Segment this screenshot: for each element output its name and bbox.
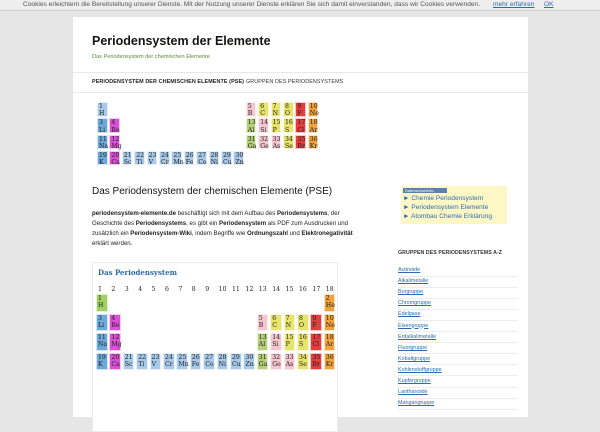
- group-number: 17: [312, 286, 321, 293]
- group-number: 6: [165, 286, 169, 293]
- group-number: 8: [191, 286, 196, 293]
- ad-box[interactable]: [398, 186, 507, 224]
- element-cell: 20 Ca: [109, 353, 121, 371]
- element-cell: 18 Ar: [324, 333, 336, 351]
- sidebar-group-link[interactable]: Kohlenstoffgruppe: [398, 366, 442, 373]
- sidebar-group-link[interactable]: Edelgase: [398, 311, 421, 318]
- sidebar-divider: [398, 375, 518, 376]
- sidebar-group-link[interactable]: Alkalimetalle: [398, 278, 429, 285]
- element-cell: 14 Si: [270, 333, 282, 351]
- element-cell: 34 Se: [297, 353, 309, 371]
- header-element-cell: 8 O: [283, 102, 294, 117]
- header-element-cell: 27 Co: [198, 151, 207, 167]
- sidebar-divider: [398, 287, 518, 288]
- group-number: 15: [285, 286, 294, 293]
- article-term: Periodensystem: [219, 220, 267, 227]
- element-cell: 1 H: [96, 294, 108, 312]
- header-element-cell: 34 Se: [285, 135, 293, 150]
- sidebar-group-link[interactable]: Chromgruppe: [398, 300, 431, 307]
- element-cell: 36 Kr: [324, 353, 336, 371]
- element-cell: 24 Cr: [163, 353, 175, 371]
- element-cell: 9 F: [310, 314, 322, 332]
- main-nav: [73, 72, 528, 93]
- sidebar-group-link[interactable]: Fluorgruppe: [398, 344, 428, 351]
- element-cell: 10 Ne: [324, 314, 336, 332]
- element-cell: 2 He: [324, 294, 336, 312]
- article-text: , der Geschichte des: [92, 210, 340, 227]
- header-element-cell: 13 Al: [247, 119, 256, 134]
- sidebar-divider: [398, 320, 518, 321]
- sidebar-group-link[interactable]: Eisengruppe: [398, 322, 429, 329]
- article-text: erklärt werden.: [92, 240, 133, 247]
- ad-link-2[interactable]: ► Periodensystem Elemente: [403, 204, 489, 211]
- nav-item-gruppen[interactable]: GRUPPEN DES PERIODENSYSTEMS: [246, 79, 344, 85]
- header-element-cell: 36 Kr: [309, 135, 318, 150]
- element-cell: 16 S: [297, 333, 309, 351]
- site-link-text: periodensystem-elemente.de: [92, 210, 176, 217]
- nav-item-pse[interactable]: PERIODENSYSTEM DER CHEMISCHEN ELEMENTE (PSE): [92, 79, 245, 85]
- header-element-cell: 31 Ga: [247, 135, 257, 150]
- sidebar-divider: [398, 309, 518, 310]
- sidebar-divider: [398, 331, 518, 332]
- element-cell: 12 Mg: [109, 333, 121, 351]
- sidebar-group-link[interactable]: Lanthanoide: [398, 389, 428, 396]
- element-cell: 28 Ni: [217, 353, 229, 371]
- header-element-cell: 9 F: [295, 102, 306, 117]
- header-element-cell: 11 Na: [99, 135, 109, 150]
- sidebar-group-link[interactable]: Kobaltgruppe: [398, 355, 431, 362]
- element-cell: 27 Co: [203, 353, 215, 371]
- element-cell: 6 C: [270, 314, 282, 332]
- ad-link-3[interactable]: ► Atombau Chemie Erklärung: [403, 213, 492, 220]
- header-element-cell: 32 Ge: [260, 135, 269, 150]
- element-cell: 30 Zn: [243, 353, 255, 371]
- element-cell: 31 Ga: [257, 353, 269, 371]
- header-element-cell: 10 Ne: [309, 103, 319, 118]
- sidebar-divider: [398, 276, 518, 277]
- sidebar-groups-heading: GRUPPEN DES PERIODENSYSTEMS A-Z: [398, 250, 503, 256]
- element-cell: 35 Br: [310, 353, 322, 371]
- header-element-cell: 7 N: [271, 102, 282, 117]
- page: [73, 17, 528, 417]
- header-periodic-table-image: [96, 101, 332, 168]
- header-element-cell: 25 Mn: [173, 151, 184, 167]
- header-element-cell: 1 H: [97, 102, 108, 117]
- header-element-cell: 3 Li: [97, 118, 108, 133]
- periodic-table-title: Das Periodensystem: [98, 268, 178, 277]
- cookie-bar: [0, 0, 600, 11]
- header-element-cell: 19 K: [99, 151, 107, 167]
- article-title: Das Periodensystem der chemischen Elemente (PSE): [92, 186, 333, 197]
- article-body: [92, 209, 360, 249]
- header-element-cell: 16 S: [285, 119, 293, 134]
- sidebar-group-link[interactable]: Kupfergruppe: [398, 378, 431, 384]
- header-element-cell: 4 Be: [111, 119, 120, 134]
- group-number: 7: [178, 286, 183, 293]
- header-element-cell: 30 Zn: [235, 151, 244, 167]
- element-cell: 23 V: [150, 353, 162, 371]
- header-element-cell: 23 V: [148, 151, 157, 167]
- sidebar-divider: [398, 353, 518, 354]
- header-element-cell: 24 Cr: [161, 151, 169, 167]
- article-text: , indem Begriffe wie: [191, 230, 247, 237]
- group-number: 11: [232, 286, 240, 293]
- element-cell: 13 Al: [257, 333, 269, 351]
- group-number: 18: [325, 286, 334, 293]
- header-element-cell: 14 Si: [260, 119, 269, 134]
- sidebar-divider: [398, 342, 518, 343]
- sidebar-divider: [398, 409, 518, 410]
- element-cell: 21 Sc: [123, 353, 135, 371]
- article-text: und: [287, 230, 302, 237]
- site-description: Das Periodensystem der chemischen Elemente: [92, 54, 210, 60]
- sidebar-divider: [398, 398, 518, 399]
- element-cell: 7 N: [284, 314, 296, 332]
- sidebar-group-link[interactable]: Borgruppe: [398, 289, 424, 296]
- article-text: als PDF zum Ausdrucken und zusätzlich ein: [92, 220, 349, 237]
- sidebar-divider: [398, 364, 518, 365]
- element-cell: 32 Ge: [270, 353, 282, 371]
- article-text: beschäftigt sich mit dem Aufbau des: [176, 210, 277, 217]
- ad-box-header: Datenschutzinfo: [403, 188, 447, 193]
- header-element-cell: 22 Ti: [136, 151, 145, 167]
- cookie-more-link[interactable]: mehr erfahren: [493, 1, 535, 8]
- header-element-cell: 20 Ca: [111, 151, 120, 167]
- group-number: 3: [124, 286, 129, 293]
- group-number: 12: [245, 286, 254, 293]
- group-number: 13: [258, 286, 267, 293]
- group-number: 16: [299, 286, 307, 293]
- group-number: 5: [151, 286, 156, 293]
- article-term: Ordnungszahl: [246, 230, 288, 237]
- header-element-cell: 6 C: [258, 102, 269, 117]
- element-cell: 26 Fe: [190, 353, 202, 371]
- header-element-cell: 21 Sc: [123, 151, 132, 167]
- element-cell: 19 K: [96, 353, 108, 371]
- sidebar-group-link[interactable]: Erdalkalimetalle: [398, 333, 437, 340]
- header-element-cell: 5 B: [246, 102, 257, 117]
- periodic-table-image[interactable]: [92, 262, 338, 432]
- cookie-message: Cookies erleichtern die Bereitstellung unserer Dienste. Mit der Nutzung unserer Dienste erklären Sie sich damit einverstanden, dass wir Cookies verwenden.: [23, 1, 481, 8]
- header-element-cell: 18 Ar: [309, 119, 318, 134]
- element-cell: 11 Na: [96, 333, 108, 351]
- element-cell: 4 Be: [109, 314, 121, 332]
- element-cell: 8 O: [297, 314, 309, 332]
- header-element-cell: 28 Ni: [210, 151, 219, 167]
- header-element-cell: 35 Br: [297, 135, 306, 150]
- article-term: Periodensystems: [135, 220, 187, 227]
- article-term: Elektronegativität: [301, 230, 353, 237]
- group-number: 4: [138, 286, 143, 293]
- element-cell: 17 Cl: [310, 333, 322, 351]
- group-number: 1: [98, 286, 102, 293]
- article-term: Periodensystems: [276, 210, 328, 217]
- sidebar-divider: [398, 387, 518, 388]
- article-term: Periodensystem-Wiki: [130, 230, 192, 237]
- element-cell: 29 Cu: [230, 353, 242, 371]
- header-element-cell: 26 Fe: [185, 151, 194, 167]
- site-title[interactable]: Periodensystem der Elemente: [92, 34, 271, 48]
- element-cell: 5 B: [257, 314, 269, 332]
- element-cell: 33 As: [284, 353, 296, 371]
- group-number: 14: [272, 286, 281, 293]
- sidebar-group-link[interactable]: Actinoide: [398, 267, 421, 273]
- element-cell: 15 P: [284, 333, 296, 351]
- group-number: 10: [218, 286, 227, 293]
- ad-link-1[interactable]: ► Chemie Periodensystem: [403, 195, 484, 202]
- header-element-cell: 29 Cu: [223, 151, 232, 167]
- header-element-cell: 15 P: [272, 119, 281, 134]
- header-element-cell: 17 Cl: [297, 119, 306, 134]
- cookie-ok-button[interactable]: OK: [544, 1, 554, 8]
- element-cell: 22 Ti: [136, 353, 148, 371]
- group-number: 2: [111, 286, 116, 293]
- element-cell: 3 Li: [96, 314, 108, 332]
- article-text: , es gibt ein: [186, 220, 220, 227]
- element-cell: 25 Mn: [176, 353, 188, 371]
- sidebar-group-link[interactable]: Mangangruppe: [398, 400, 435, 407]
- header-element-cell: 12 Mg: [111, 135, 122, 150]
- sidebar-divider: [398, 298, 518, 299]
- group-number: 9: [205, 286, 210, 293]
- header-element-cell: 33 As: [272, 135, 281, 150]
